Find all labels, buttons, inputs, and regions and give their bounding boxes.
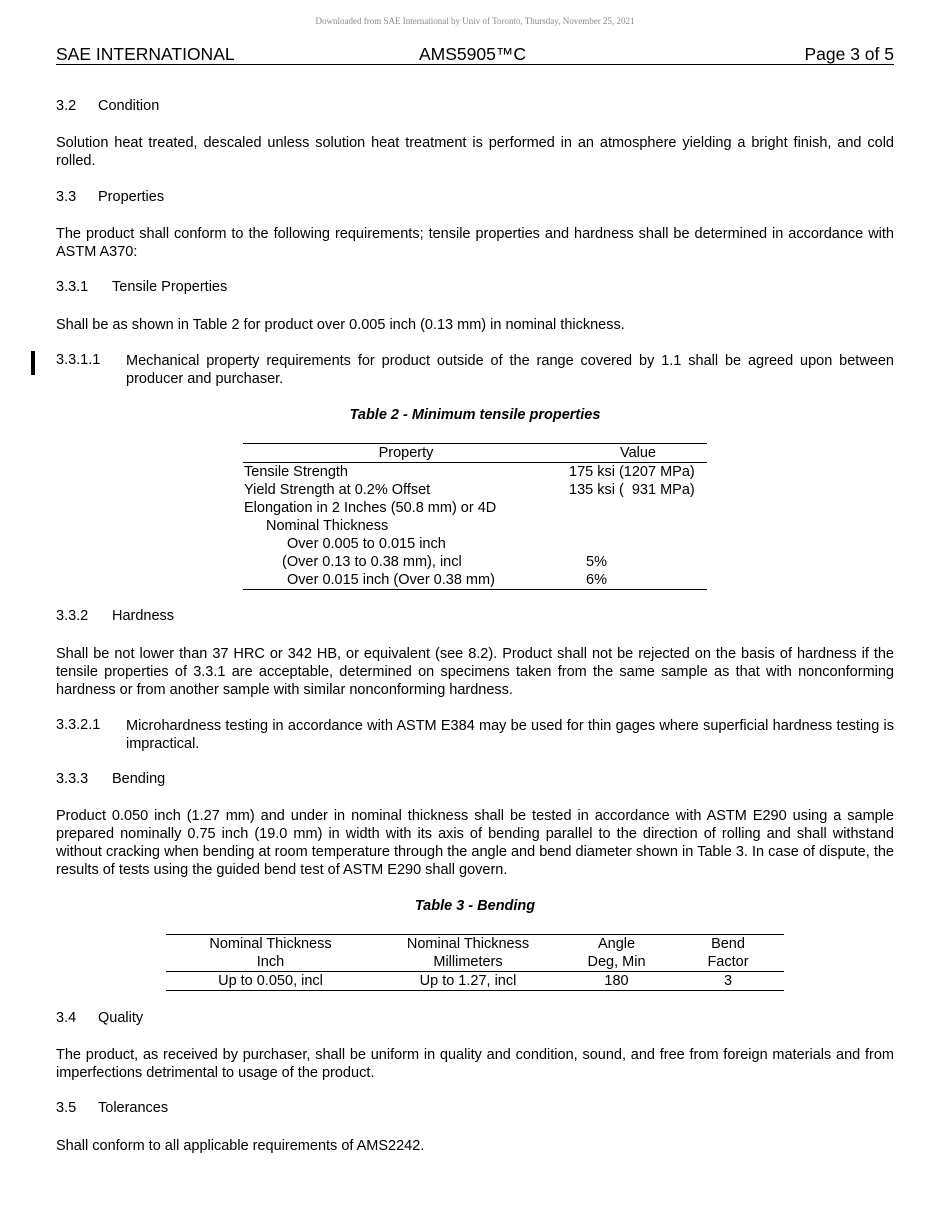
revision-change-bar — [31, 351, 35, 375]
section-3-3-1-1-number: 3.3.1.1 — [56, 352, 101, 368]
section-3-3-3-title: Bending — [112, 771, 166, 787]
table-2-cell-property: (Over 0.13 to 0.38 mm), incl — [282, 554, 462, 570]
table-2-cell-value: 135 ksi ( 931 MPa) — [569, 482, 695, 498]
section-3-3-3-number: 3.3.3 — [56, 771, 89, 787]
section-3-3-title: Properties — [98, 189, 165, 205]
section-3-2-body: Solution heat treated, descaled unless solution heat treatment is performed in an atmosphere yielding a bright finish, and cold rolled. — [56, 135, 894, 169]
section-3-5-title: Tolerances — [98, 1100, 169, 1116]
section-3-4-title: Quality — [98, 1010, 144, 1026]
section-3-4-number: 3.4 — [56, 1010, 77, 1026]
table-2-cell-value: 5% — [586, 554, 607, 570]
table-row — [243, 517, 707, 535]
table-3-cell-mm: Up to 1.27, incl — [419, 973, 517, 989]
table-3-subheader-angle: Deg, Min — [561, 953, 672, 972]
table-row — [166, 972, 784, 991]
table-3-header-inch: Nominal Thickness — [209, 936, 332, 952]
section-3-3-1-title: Tensile Properties — [112, 279, 228, 295]
table-3-subheader-inch: Inch — [166, 953, 375, 972]
section-3-2-title: Condition — [98, 98, 160, 114]
table-row — [243, 553, 707, 571]
table-3-cell-angle: 180 — [604, 973, 629, 989]
section-3-2-number: 3.2 — [56, 98, 77, 114]
table-3-header-mm: Nominal Thickness — [406, 936, 530, 952]
table-3-subheader-bend: Factor — [672, 953, 784, 972]
section-3-3-1-1-body: Mechanical property requirements for product outside of the range covered by 1.1 shall be agreed upon between producer and purchaser. — [126, 353, 894, 387]
table-2-header-property: Property — [243, 444, 569, 463]
table-2-cell-property: Over 0.015 inch (Over 0.38 mm) — [287, 572, 495, 588]
download-watermark: Downloaded from SAE International by Univ of Toronto, Thursday, November 25, 2021 — [315, 16, 635, 26]
table-3-header-angle: Angle — [597, 936, 636, 952]
table-3-caption: Table 3 - Bending — [414, 898, 536, 914]
section-3-3-2-body: Shall be not lower than 37 HRC or 342 HB, or equivalent (see 8.2). Product shall not be rejected on the basis of hardness if the tensile properties of 3.3.1 are acceptable, determined on specimens taken from the same sample as that with nonconforming hardness or from another sample with similar nonconforming hardness. — [56, 646, 894, 698]
table-2-cell-value: 175 ksi (1207 MPa) — [569, 464, 695, 480]
table-2-cell-value: 6% — [586, 572, 607, 588]
table-2-cell-property: Yield Strength at 0.2% Offset — [244, 482, 431, 498]
section-3-3-body: The product shall conform to the following requirements; tensile properties and hardness shall be determined in accordance with ASTM A370: — [56, 226, 894, 260]
section-3-3-3-body: Product 0.050 inch (1.27 mm) and under in nominal thickness shall be tested in accordance with ASTM E290 using a sample prepared nominally 0.75 inch (19.0 mm) in width with its axis of bending parallel to the direction of rolling and shall withstand without cracking when bending at room temperature through the angle and bend diameter shown in Table 3. In case of dispute, the results of tests using the guided bend test of ASTM E290 shall govern. — [56, 808, 894, 878]
section-3-3-2-1-number: 3.3.2.1 — [56, 717, 101, 733]
header-org: SAE INTERNATIONAL — [56, 44, 235, 64]
section-3-3-2-1-body: Microhardness testing in accordance with ASTM E384 may be used for thin gages where superficial hardness testing is impractical. — [126, 718, 894, 752]
table-2-caption: Table 2 - Minimum tensile properties — [349, 407, 601, 423]
section-3-3-number: 3.3 — [56, 189, 77, 205]
table-row — [243, 481, 707, 499]
table-row — [243, 463, 707, 482]
table-2-cell-value — [569, 499, 707, 517]
table-3-subheader-mm: Millimeters — [375, 953, 561, 972]
header-doc-number: AMS5905™C — [419, 44, 526, 64]
table-2-cell-property: Over 0.005 to 0.015 inch — [287, 536, 446, 552]
table-2-cell-value — [569, 517, 707, 535]
table-2-cell-property: Nominal Thickness — [266, 518, 389, 534]
section-3-3-2-title: Hardness — [112, 608, 175, 624]
table-2-header-value: Value — [569, 444, 707, 463]
header-rule — [56, 64, 894, 65]
section-3-4-body: The product, as received by purchaser, shall be uniform in quality and condition, sound, and free from foreign materials and from imperfections detrimental to usage of the product. — [56, 1047, 894, 1081]
table-3-bending — [166, 934, 784, 991]
table-row — [243, 499, 707, 517]
header-page-number: Page 3 of 5 — [804, 44, 894, 64]
table-2-cell-value — [569, 535, 707, 553]
table-row — [243, 571, 707, 590]
section-3-5-body: Shall conform to all applicable requirements of AMS2242. — [56, 1138, 425, 1154]
table-3-cell-inch: Up to 0.050, incl — [218, 973, 323, 989]
table-3-header-bend: Bend — [711, 936, 745, 952]
table-3-cell-bend: 3 — [723, 973, 733, 989]
section-3-5-number: 3.5 — [56, 1100, 77, 1116]
table-2-cell-property: Elongation in 2 Inches (50.8 mm) or 4D — [244, 500, 497, 516]
table-row — [243, 535, 707, 553]
section-3-3-1-number: 3.3.1 — [56, 279, 89, 295]
section-3-3-1-body: Shall be as shown in Table 2 for product over 0.005 inch (0.13 mm) in nominal thickness. — [56, 317, 625, 333]
table-2-tensile — [243, 443, 707, 590]
section-3-3-2-number: 3.3.2 — [56, 608, 89, 624]
table-2-cell-property: Tensile Strength — [244, 464, 348, 480]
